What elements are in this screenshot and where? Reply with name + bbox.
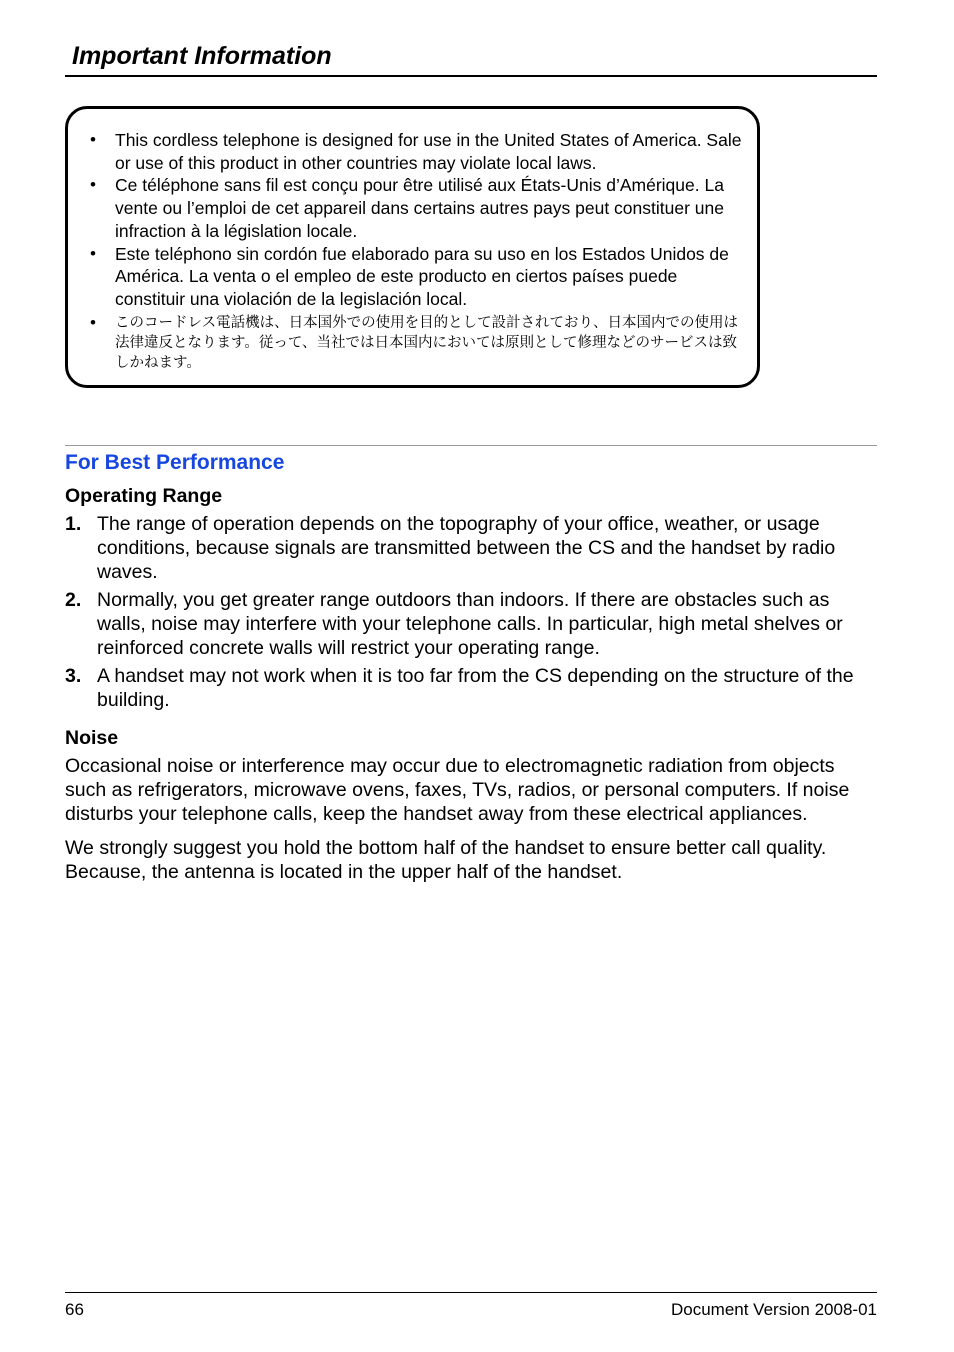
notice-text: Este teléphono sin cordón fue elaborado para su uso en los Estados Unidos de América. La venta o el empleo de este producto en ciertos países puede constituir una violación de la legislación local. bbox=[115, 243, 729, 309]
step-item bbox=[65, 664, 877, 712]
step-number: 2. bbox=[65, 589, 82, 611]
bullet-icon: • bbox=[90, 243, 96, 263]
legal-notice-box bbox=[65, 106, 760, 388]
document-version: Document Version 2008-01 bbox=[670, 1300, 877, 1319]
page-title: Important Information bbox=[72, 42, 332, 70]
step-item bbox=[65, 588, 877, 660]
section-divider bbox=[65, 445, 877, 446]
bullet-icon: • bbox=[90, 312, 96, 332]
antenna-paragraph: We strongly suggest you hold the bottom half of the handset to ensure better call quality. Because, the antenna is located in the upper half of the handset. bbox=[65, 837, 827, 883]
notice-text: This cordless telephone is designed for use in the United States of America. Sale or use of this product in other countries may violate local laws. bbox=[115, 130, 742, 173]
page-number: 66 bbox=[65, 1300, 84, 1319]
header-divider bbox=[65, 75, 877, 77]
legal-notice-list bbox=[90, 129, 745, 373]
step-number: 1. bbox=[65, 513, 82, 535]
section-title: For Best Performance bbox=[65, 451, 285, 474]
notice-text: このコードレス電話機は、日本国外での使用を目的として設計されており、日本国内での使用は法律違反となります。従って、当社では日本国内においては原則として修理などのサービスは致しかねます。 bbox=[115, 314, 739, 371]
operating-range-heading: Operating Range bbox=[65, 485, 223, 507]
operating-range-steps bbox=[65, 512, 877, 712]
footer-divider bbox=[65, 1292, 877, 1293]
notice-item-spanish bbox=[90, 243, 745, 311]
noise-heading: Noise bbox=[65, 727, 119, 749]
notice-text: Ce téléphone sans fil est conçu pour être utilisé aux États-Unis d’Amérique. La vente ou l’emploi de cet appareil dans certains autres pays peut constituer une infraction à la législation locale. bbox=[115, 175, 724, 241]
bullet-icon: • bbox=[90, 130, 96, 149]
step-text: A handset may not work when it is too far from the CS depending on the structure of the building. bbox=[97, 665, 854, 711]
notice-item-english bbox=[90, 129, 745, 174]
step-item bbox=[65, 512, 877, 584]
noise-paragraph: Occasional noise or interference may occur due to electromagnetic radiation from objects such as refrigerators, microwave ovens, faxes, TVs, radios, or personal computers. If noise disturbs your telephone calls, keep the handset away from these electrical appliances. bbox=[65, 755, 850, 825]
notice-item-french bbox=[90, 174, 745, 242]
step-number: 3. bbox=[65, 665, 82, 687]
step-text: The range of operation depends on the topography of your office, weather, or usage conditions, because signals are transmitted between the CS and the handset by radio waves. bbox=[97, 513, 836, 583]
bullet-icon: • bbox=[90, 175, 96, 195]
section-content bbox=[65, 484, 877, 884]
step-text: Normally, you get greater range outdoors than indoors. If there are obstacles such as walls, noise may interfere with your telephone calls. In particular, high metal shelves or reinforced concrete walls will restrict your operating range. bbox=[97, 589, 843, 659]
notice-item-japanese bbox=[90, 313, 745, 373]
